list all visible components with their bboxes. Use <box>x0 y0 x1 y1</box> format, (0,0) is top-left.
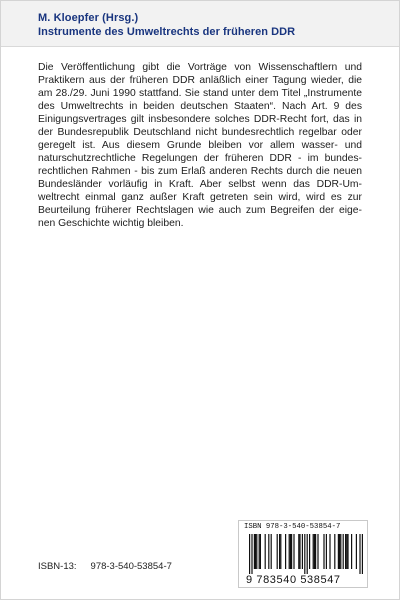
barcode-bar <box>309 534 310 569</box>
barcode-bar <box>356 534 357 569</box>
barcode-bar <box>307 534 308 574</box>
barcode-bar <box>298 534 299 569</box>
barcode-bar <box>289 534 290 569</box>
barcode-bar <box>340 534 341 569</box>
barcode-graphic <box>249 534 363 574</box>
barcode-bar <box>265 534 266 569</box>
description-line-4: des Umweltrechts in beiden deutschen Staaten“. Nach Art. 9 des <box>38 101 362 112</box>
barcode-isbn-text: ISBN 978-3-540-53854-7 <box>244 523 341 531</box>
barcode-bar <box>362 534 363 574</box>
barcode-bar <box>285 534 286 569</box>
barcode-bar <box>290 534 291 569</box>
barcode-bar <box>260 534 261 569</box>
description-line-8: naturschutzrechtliche Regelungen der früheren DDR - im bundes- <box>38 153 362 164</box>
barcode-bar <box>302 534 303 569</box>
barcode-bar <box>299 534 300 569</box>
isbn-label: ISBN-13: <box>38 561 77 572</box>
isbn-value: 978-3-540-53854-7 <box>90 561 172 572</box>
barcode-bar <box>259 534 260 569</box>
barcode-bar <box>251 534 252 574</box>
barcode-bar <box>346 534 347 569</box>
book-description <box>38 61 362 230</box>
barcode-bar <box>249 534 250 574</box>
barcode-bar <box>254 534 255 569</box>
barcode-bar <box>313 534 314 569</box>
barcode-bar <box>334 534 335 569</box>
header-band <box>1 1 400 47</box>
description-line-10: Bundesländer vorläufig in Kraft. Aber selbst wenn das DDR-Um- <box>38 179 362 190</box>
barcode-bar <box>343 534 344 569</box>
barcode-bar <box>256 534 257 569</box>
barcode-bar <box>315 534 316 569</box>
description-line-7: geregelt ist. Aus diesem Grunde bleiben vor allem wasser- und <box>38 140 362 151</box>
barcode-digits: 9 783540 538547 <box>246 574 341 586</box>
barcode-bar <box>326 534 327 569</box>
barcode-bar <box>271 534 272 569</box>
barcode-bar <box>323 534 324 569</box>
description-line-9: rechtlichen Rahmen - bis zum Erlaß anderen Rechts durch die neuen <box>38 166 362 177</box>
description-line-12: Beurteilung früherer Rechtslagen wie auch zum Begreifen der eige- <box>38 205 362 216</box>
barcode-bar <box>255 534 256 569</box>
barcode-bar <box>314 534 315 569</box>
barcode-bar <box>268 534 269 569</box>
barcode-bar <box>304 534 305 574</box>
barcode-bar <box>279 534 280 569</box>
barcode-bar <box>329 534 330 569</box>
barcode-bar <box>338 534 339 569</box>
description-line-6: der Bundesrepublik Deutschland nicht bundesrechtlich regelbar oder <box>38 127 362 138</box>
barcode-bar <box>351 534 352 569</box>
isbn-footer <box>38 561 172 572</box>
barcode-area <box>238 520 368 588</box>
description-line-13: nen Geschichte wichtig bleiben. <box>38 218 184 229</box>
barcode-bar <box>317 534 318 569</box>
barcode-bar <box>293 534 294 569</box>
description-line-3: am 28./29. Juni 1990 stattfand. Sie stand unter dem Titel „Instrumente <box>38 88 362 99</box>
barcode-bar <box>280 534 281 569</box>
author-line: M. Kloepfer (Hrsg.) <box>38 12 139 24</box>
book-title: Instrumente des Umweltrechts der früheren DDR <box>38 26 296 38</box>
barcode-bar <box>347 534 348 569</box>
barcode-bar <box>359 534 360 574</box>
description-line-5: Einigungsvertrages gilt insbesondere solches DDR-Recht fort, das in <box>38 114 362 125</box>
description-line-2: Praktikern aus der früheren DDR anläßlich einer Tagung wieder, die <box>38 75 362 86</box>
description-line-1: Die Veröffentlichung gibt die Vorträge von Wissenschaftlern und <box>38 62 362 73</box>
barcode-bar <box>291 534 292 569</box>
barcode-bar <box>339 534 340 569</box>
barcode-bar <box>277 534 278 569</box>
description-line-11: weltrecht einmal ganz außer Kraft getreten sein wird, wird es zur <box>38 192 362 203</box>
barcode-bar <box>345 534 346 569</box>
